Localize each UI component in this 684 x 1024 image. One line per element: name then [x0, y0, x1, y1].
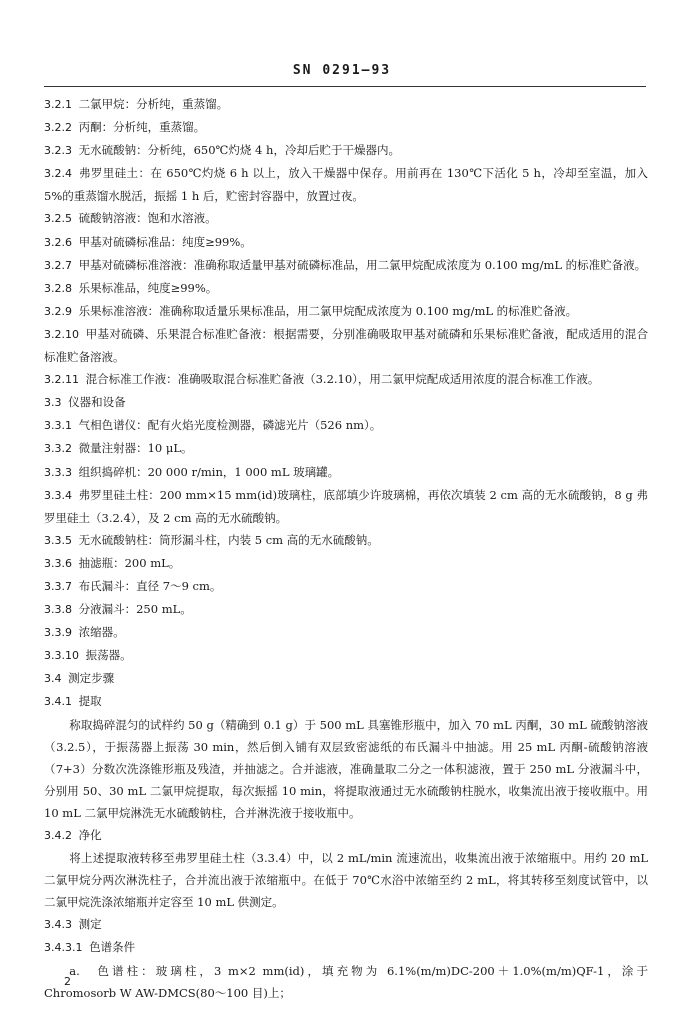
clause-item [44, 277, 648, 300]
clause-number: 3.2.1 [44, 98, 72, 111]
clause-item [44, 207, 648, 230]
clause-number: 3.2.10 [44, 327, 79, 341]
clause-item [44, 391, 648, 414]
clause-text: 仪器和设备 [68, 395, 126, 410]
clause-text: 甲基对硫磷标准品：纯度≥99%。 [78, 234, 252, 249]
clause-text: 微量注射器：10 μL。 [78, 441, 193, 456]
paragraph-column-condition: a. 色谱柱：玻璃柱，3 m×2 mm(id)，填充物为 6.1%(m/m)DC-200＋1.0%(m/m)QF-1，涂于 Chromosorb W AW-DMCS(80～100 目)上； [44, 963, 648, 1000]
clause-text: 丙酮：分析纯，重蒸馏。 [78, 120, 206, 135]
clause-text: 抽滤瓶：200 mL。 [78, 555, 181, 570]
clause-text: 测定 [78, 917, 102, 932]
clause-item [44, 690, 648, 713]
clause-number: 3.3.9 [44, 626, 72, 640]
clause-list-determination [44, 913, 648, 959]
clause-text: 提取 [78, 694, 102, 709]
clause-item [44, 323, 648, 368]
page-number: 2 [64, 975, 71, 988]
clause-item [44, 552, 648, 575]
clause-text: 混合标准工作液：准确吸取混合标准贮备液（3.2.10），用二氯甲烷配成适用浓度的混合标准工作液。 [85, 372, 600, 387]
clause-item [44, 368, 648, 391]
clause-text: 二氯甲烷：分析纯，重蒸馏。 [78, 97, 229, 111]
clause-list [44, 93, 648, 714]
clause-number: 3.3.6 [44, 556, 72, 570]
clause-text: 分液漏斗：250 mL。 [78, 602, 192, 617]
clause-text: 弗罗里硅土柱：200 mm×15 mm(id)玻璃柱，底部填少许玻璃棉，再依次填装 2 cm 高的无水硫酸钠，8 g 弗罗里硅土（3.2.4），及 2 cm 高的无水硫酸钠。 [44, 487, 648, 525]
clause-number: 3.2.6 [44, 235, 72, 249]
clause-number: 3.2.5 [44, 212, 72, 226]
clause-number: 3.3.2 [44, 442, 72, 456]
clause-item [44, 936, 648, 959]
clause-number: 3.2.3 [44, 144, 72, 158]
clause-text: 无水硫酸钠柱：筒形漏斗柱，内装 5 cm 高的无水硫酸钠。 [78, 532, 379, 547]
clause-item [44, 667, 648, 690]
clause-text: 无水硫酸钠：分析纯，650℃灼烧 4 h，冷却后贮于干燥器内。 [78, 143, 400, 158]
clause-item [44, 162, 648, 207]
clause-text: 布氏漏斗：直径 7～9 cm。 [78, 578, 222, 593]
clause-number: 3.4.1 [44, 695, 72, 709]
clause-number: 3.2.9 [44, 304, 72, 318]
clause-text: 乐果标准品，纯度≥99%。 [78, 280, 218, 295]
clause-number: 3.2.8 [44, 281, 72, 295]
clause-number: 3.3.7 [44, 579, 72, 593]
clause-list-cleanup [44, 824, 648, 847]
clause-item [44, 824, 648, 847]
clause-number: 3.4.2 [44, 829, 72, 842]
clause-item [44, 461, 648, 484]
header-rule [44, 86, 646, 87]
clause-text: 振荡器。 [85, 648, 132, 663]
clause-item [44, 300, 648, 323]
clause-number: 3.3.8 [44, 603, 72, 617]
clause-text: 气相色谱仪：配有火焰光度检测器，磷滤光片（526 nm）。 [78, 418, 382, 433]
clause-item [44, 913, 648, 936]
clause-item [44, 484, 648, 529]
clause-number: 3.3.5 [44, 533, 72, 547]
document-body [44, 93, 648, 1004]
clause-item [44, 93, 648, 116]
clause-text: 硫酸钠溶液：饱和水溶液。 [78, 211, 217, 226]
clause-item [44, 414, 648, 437]
clause-number: 3.3 [44, 396, 62, 410]
clause-text: 净化 [78, 828, 102, 842]
clause-number: 3.2.7 [44, 258, 72, 272]
clause-item [44, 529, 648, 552]
clause-number: 3.4 [44, 672, 62, 686]
clause-item [44, 139, 648, 162]
standard-code-header: SN 0291—93 [292, 63, 392, 78]
clause-number: 3.3.4 [44, 488, 72, 502]
clause-text: 甲基对硫磷标准溶液：准确称取适量甲基对硫磷标准品，用二氯甲烷配成浓度为 0.100 mg/mL 的标准贮备液。 [78, 257, 647, 272]
clause-text: 组织捣碎机：20 000 r/min，1 000 mL 玻璃罐。 [78, 464, 340, 479]
clause-number: 3.2.4 [44, 167, 72, 181]
clause-number: 3.4.3 [44, 918, 72, 932]
clause-text: 甲基对硫磷、乐果混合标准贮备液：根据需要，分别准确吸取甲基对硫磷和乐果标准贮备液，配成适用的混合标准贮备溶液。 [44, 326, 648, 365]
clause-item [44, 621, 648, 644]
clause-text: 测定步骤 [68, 671, 115, 686]
clause-item [44, 116, 648, 139]
clause-text: 乐果标准溶液：准确称取适量乐果标准品，用二氯甲烷配成浓度为 0.100 mg/mL 的标准贮备液。 [78, 303, 578, 318]
clause-number: 3.4.3.1 [44, 941, 83, 955]
clause-number: 3.2.2 [44, 121, 72, 135]
clause-number: 3.2.11 [44, 373, 79, 387]
clause-text: 浓缩器。 [78, 625, 125, 640]
clause-number: 3.3.10 [44, 649, 79, 663]
paragraph-cleanup: 将上述提取液转移至弗罗里硅土柱（3.3.4）中，以 2 mL/min 流速流出，收集流出液于浓缩瓶中。用约 20 mL 二氯甲烷分两次淋洗柱子，合并流出液于浓缩瓶中。在低于 70℃水浴中浓缩至约 2 mL，将其转移至刻度试管中，以二氯甲烷洗涤浓缩瓶并定容至 10 mL 供测定。 [44, 851, 648, 910]
clause-text: 弗罗里硅土：在 650℃灼烧 6 h 以上，放入干燥器中保存。用前再在 130℃下活化 5 h，冷却至室温，加入 5%的重蒸馏水脱活，振摇 1 h 后，贮密封容器中，放置过夜。 [44, 166, 648, 204]
clause-item [44, 254, 648, 277]
clause-number: 3.3.1 [44, 419, 72, 433]
clause-text: 色谱条件 [89, 940, 136, 955]
clause-item [44, 644, 648, 667]
clause-item [44, 437, 648, 460]
clause-number: 3.3.3 [44, 465, 72, 479]
clause-item [44, 598, 648, 621]
clause-item [44, 575, 648, 598]
paragraph-extraction: 称取捣碎混匀的试样约 50 g（精确到 0.1 g）于 500 mL 具塞锥形瓶中，加入 70 mL 丙酮，30 mL 硫酸钠溶液（3.2.5），于振荡器上振荡 30 min，然后倒入铺有双层致密滤纸的布氏漏斗中抽滤。用 25 mL 丙酮-硫酸钠溶液（7+3）分数次洗涤锥形瓶及残渣，并抽滤之。合并滤液，准确量取二分之一体积滤液，置于 250 mL 分液漏斗中，分别用 50、30 mL 二氯甲烷提取，每次振摇 10 min，将提取液通过无水硫酸钠柱脱水，收集流出液于接收瓶中。用 10 mL 二氯甲烷淋洗无水硫酸钠柱，合并淋洗液于接收瓶中。 [44, 717, 648, 820]
clause-item [44, 231, 648, 254]
